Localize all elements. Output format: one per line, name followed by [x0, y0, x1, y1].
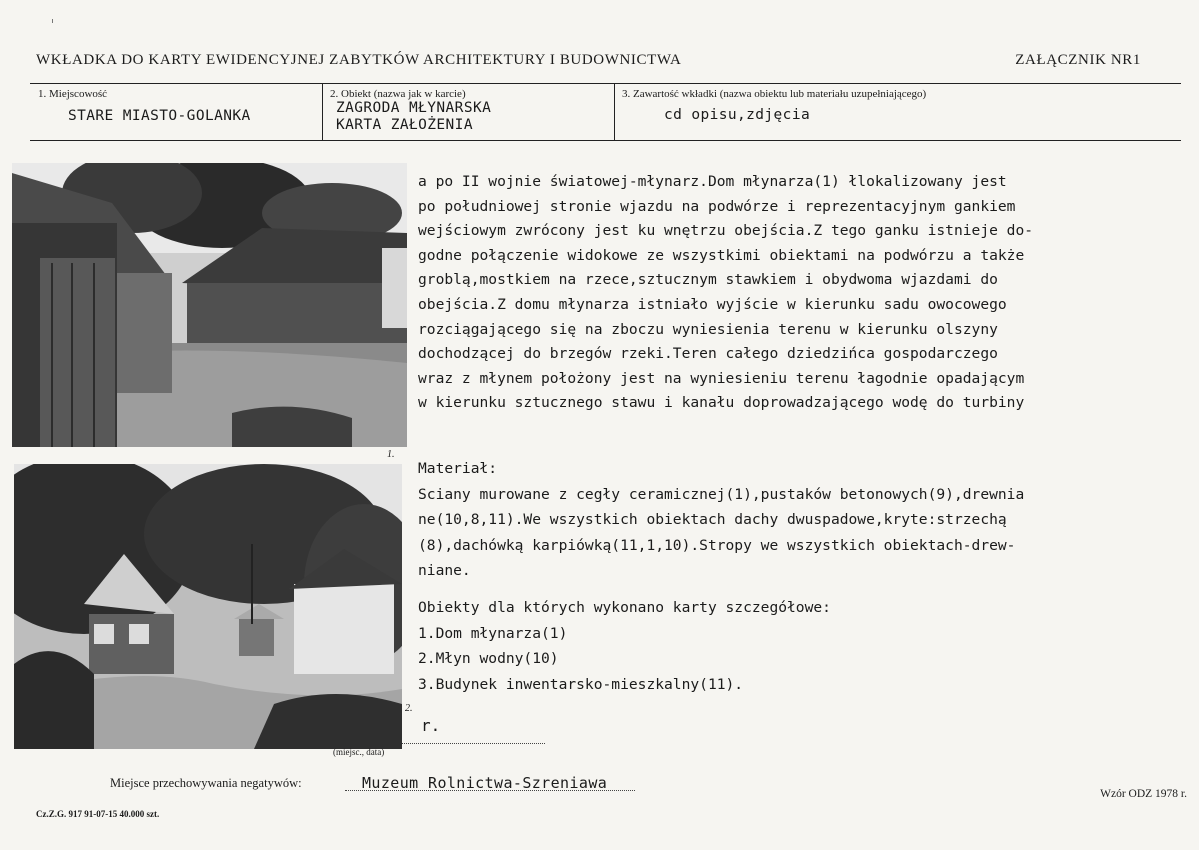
signature-caption: (miejsc., data): [333, 747, 385, 757]
photo-1-farmstead: [12, 163, 407, 447]
signature-dotted-line: [402, 743, 545, 744]
photo-1-image: [12, 163, 407, 447]
object-value-line2: KARTA ZAŁOŻENIA: [336, 117, 473, 133]
content-label: 3. Zawartość wkładki (nazwa obiektu lub materiału uzupełniającego): [622, 88, 927, 100]
field-divider-1: [322, 84, 323, 140]
photo-1-number: 1.: [387, 449, 395, 460]
header-rule-bottom: [30, 140, 1181, 141]
fold-mark: [52, 19, 54, 23]
negatives-value: Muzeum Rolnictwa-Szreniawa: [362, 774, 608, 792]
photo-2-farmstead: [14, 464, 402, 749]
header-rule-top: [30, 83, 1181, 84]
negatives-label: Miejsce przechowywania negatywów:: [110, 776, 302, 790]
print-code: Cz.Z.G. 917 91-07-15 40.000 szt.: [36, 809, 160, 819]
locality-value: STARE MIASTO-GOLANKA: [68, 108, 251, 124]
detail-cards-section: Obiekty dla których wykonano karty szczegółowe: 1.Dom młynarza(1) 2.Młyn wodny(10) 3.Budynek inwentarsko-mieszkalny(11).: [418, 599, 831, 693]
signature-r: r.: [421, 716, 441, 735]
annex-number: ZAŁĄCZNIK NR1: [1015, 52, 1141, 68]
content-value: cd opisu,zdjęcia: [664, 107, 811, 123]
photo-2-number: 2.: [405, 703, 413, 714]
template-version: Wzór ODZ 1978 r.: [1100, 788, 1187, 800]
photo-2-image: [14, 464, 402, 749]
object-value-line1: ZAGRODA MŁYNARSKA: [336, 100, 492, 116]
locality-label: 1. Miejscowość: [38, 88, 108, 100]
document-title: WKŁADKA DO KARTY EWIDENCYJNEJ ZABYTKÓW ARCHITEKTURY I BUDOWNICTWA: [36, 52, 682, 68]
object-label: 2. Obiekt (nazwa jak w karcie): [330, 88, 466, 100]
description-text: a po II wojnie światowej-młynarz.Dom młynarza(1) łlokalizowany jest po południowej stronie wjazdu na podwórze i reprezentacyjnym gankiem wejściowym zwrócony jest ku wnętrzu obejścia.Z tego ganku istnieje do- godne połączenie widokowe ze wszystkimi obiektami na podwórzu a także groblą,mostkiem na rzece,sztucznym stawkiem i obydwoma wjazdami do obejścia.Z domu młynarza istniało wyjście w kierunku sadu owocowego rozciągającego się na zboczu wyniesienia terenu w kierunku olszyny dochodzącej do brzegów rzeki.Teren całego dziedzińca gospodarczego wraz z młynem położony jest na wyniesieniu terenu łagodnie opadającym w kierunku sztucznego stawu i kanału doprowadzającego wodę do turbiny: [418, 173, 1034, 412]
material-section: Materiał: Sciany murowane z cegły ceramicznej(1),pustaków betonowych(9),drewnia ne(10,8,11).We wszystkich obiektach dachy dwuspadowe,kryte:strzechą (8),dachówką karpiówką(11,1,10).Stropy we wszystkich obiektach-drew- niane.: [418, 460, 1025, 579]
field-divider-2: [614, 84, 615, 140]
